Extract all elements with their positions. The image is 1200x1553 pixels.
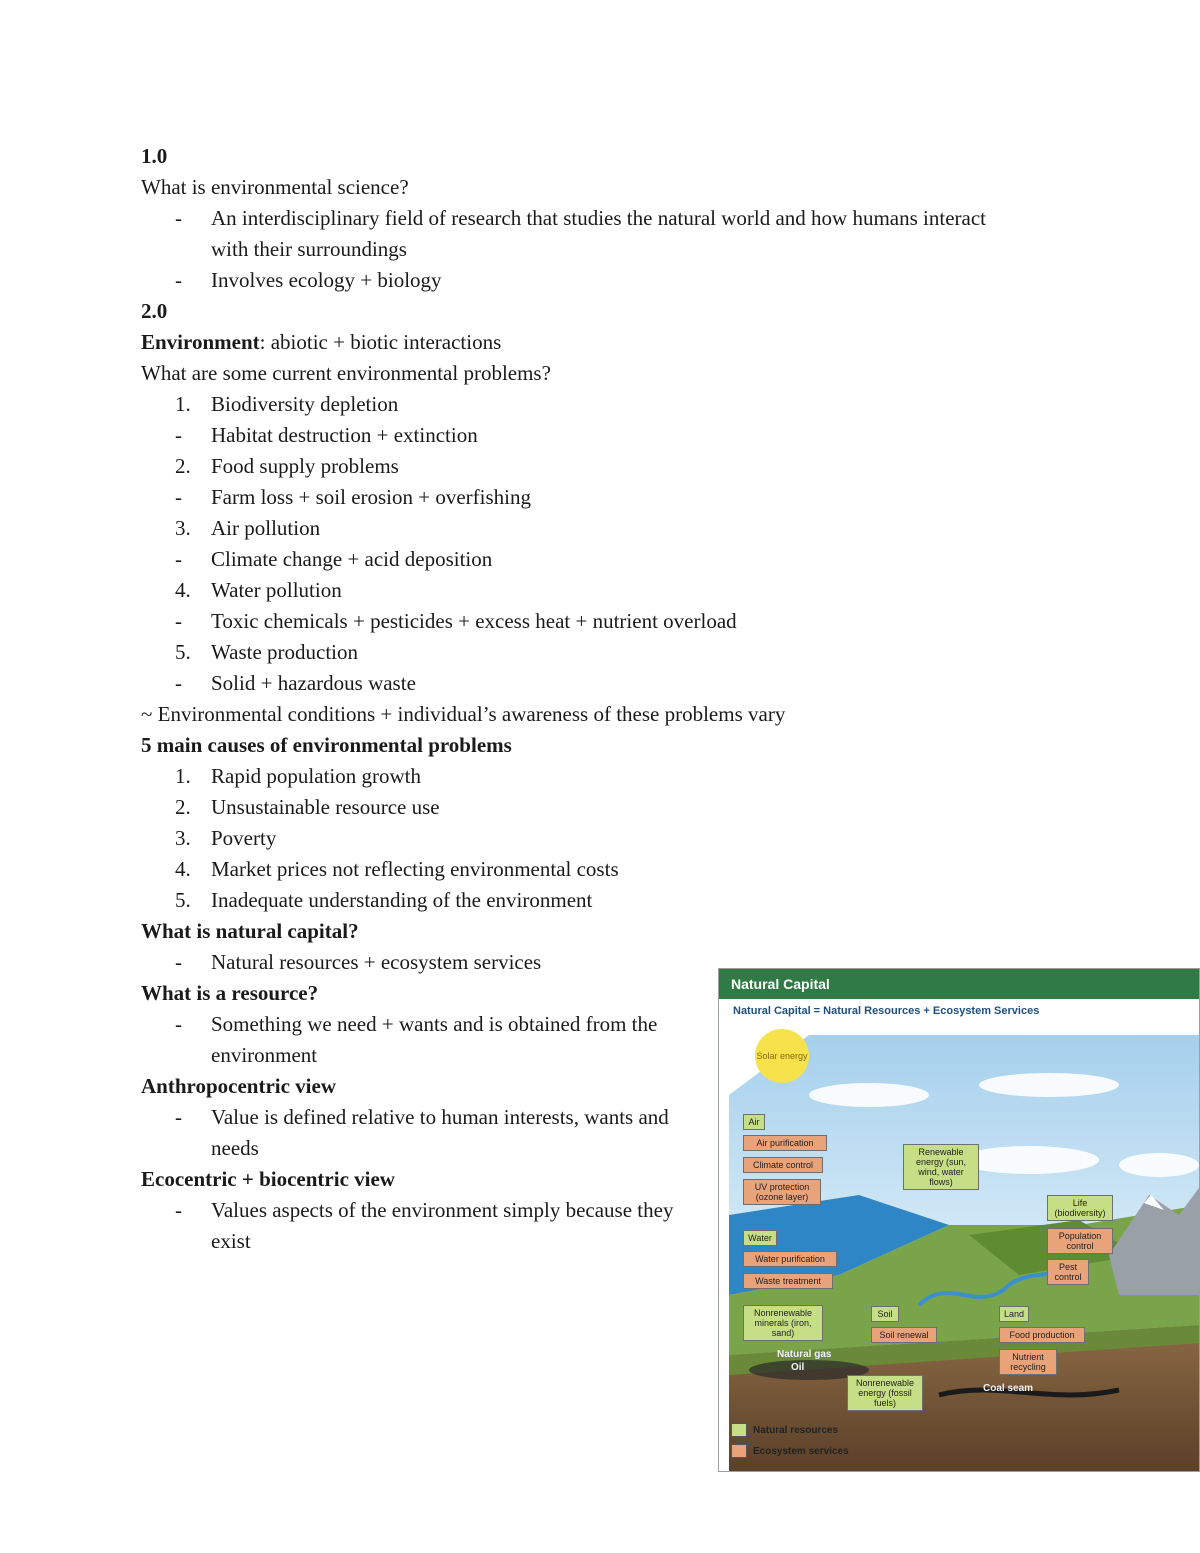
list-text: Food supply problems xyxy=(211,454,399,478)
question-environmental-science: What is environmental science? xyxy=(141,175,409,199)
label-nutrient-recycling: Nutrient recycling xyxy=(999,1349,1057,1375)
environment-term: Environment xyxy=(141,330,260,354)
list-item xyxy=(141,761,1021,792)
list-item xyxy=(141,854,1021,885)
environment-def-text: : abiotic + biotic interactions xyxy=(259,330,502,354)
label-water-purification: Water purification xyxy=(743,1251,837,1267)
bullet-text: An interdisciplinary field of research that studies the natural world and how humans interact with their surroundings xyxy=(211,206,987,261)
label-nonrenewable-energy: Nonrenewable energy (fossil fuels) xyxy=(847,1375,923,1411)
label-oil: Oil xyxy=(791,1362,805,1373)
list-item xyxy=(141,606,1021,637)
list-text: Toxic chemicals + pesticides + excess heat + nutrient overload xyxy=(211,609,737,633)
dash-marker: - xyxy=(175,206,182,230)
list-item xyxy=(141,637,1021,668)
dash-marker: - xyxy=(175,423,182,447)
list-item xyxy=(141,420,1021,451)
list-text: Something we need + wants and is obtained from the environment xyxy=(211,1012,658,1067)
label-coal-seam: Coal seam xyxy=(983,1383,1034,1394)
label-renewable-energy: Renewable energy (sun, wind, water flows) xyxy=(903,1144,979,1190)
figure-title: Natural Capital xyxy=(719,969,1199,999)
label-water: Water xyxy=(743,1230,777,1246)
sun-label: Solar energy xyxy=(756,1050,808,1061)
bullet-involves xyxy=(141,265,1021,296)
list-number: 5. xyxy=(175,888,191,912)
label-nonrenewable-minerals: Nonrenewable minerals (iron, sand) xyxy=(743,1305,823,1341)
list-item xyxy=(141,575,1021,606)
label-soil-renewal: Soil renewal xyxy=(871,1327,937,1343)
label-waste-treatment: Waste treatment xyxy=(743,1273,833,1289)
list-item xyxy=(141,451,1021,482)
section-1-number: 1.0 xyxy=(141,144,168,168)
list-number: 1. xyxy=(175,392,191,416)
list-text: Rapid population growth xyxy=(211,764,421,788)
label-food-production: Food production xyxy=(999,1327,1085,1343)
list-item xyxy=(141,544,1021,575)
label-pest-control: Pest control xyxy=(1047,1259,1089,1285)
list-item xyxy=(141,513,1021,544)
dash-marker: - xyxy=(175,609,182,633)
legend-label: Ecosystem services xyxy=(753,1445,849,1457)
list-text: Values aspects of the environment simply because they exist xyxy=(211,1198,674,1253)
list-item xyxy=(141,885,1021,916)
dash-marker: - xyxy=(175,1105,182,1129)
ecocentric-heading: Ecocentric + biocentric view xyxy=(141,1167,395,1191)
list-text: Solid + hazardous waste xyxy=(211,671,416,695)
resource-heading: What is a resource? xyxy=(141,981,319,1005)
label-air: Air xyxy=(743,1114,765,1130)
dash-marker: - xyxy=(175,485,182,509)
label-land: Land xyxy=(999,1306,1029,1322)
list-item xyxy=(141,389,1021,420)
dash-marker: - xyxy=(175,268,182,292)
list-number: 4. xyxy=(175,857,191,881)
causes-heading: 5 main causes of environmental problems xyxy=(141,733,512,757)
list-item xyxy=(141,668,1021,699)
question-problems: What are some current environmental problems? xyxy=(141,361,551,385)
figure-subtitle: Natural Capital = Natural Resources + Ecosystem Services xyxy=(733,1005,1040,1017)
list-text: Natural resources + ecosystem services xyxy=(211,950,542,974)
list-number: 1. xyxy=(175,764,191,788)
legend-swatch xyxy=(731,1444,747,1458)
list-number: 2. xyxy=(175,795,191,819)
label-air-purification: Air purification xyxy=(743,1135,827,1151)
list-text: Value is defined relative to human interests, wants and needs xyxy=(211,1105,669,1160)
landscape-illustration xyxy=(719,1025,1200,1472)
bullet-definition xyxy=(141,203,1021,265)
list-text: Climate change + acid deposition xyxy=(211,547,493,571)
list-text: Biodiversity depletion xyxy=(211,392,399,416)
label-uv-protection: UV protection (ozone layer) xyxy=(743,1179,821,1205)
list-text: Unsustainable resource use xyxy=(211,795,440,819)
legend-swatch xyxy=(731,1423,747,1437)
legend-ecosystem-services xyxy=(731,1444,849,1458)
dash-marker: - xyxy=(175,547,182,571)
list-text: Market prices not reflecting environmental costs xyxy=(211,857,619,881)
sun-icon xyxy=(755,1029,809,1083)
list-number: 2. xyxy=(175,454,191,478)
list-text: Waste production xyxy=(211,640,359,664)
list-number: 3. xyxy=(175,516,191,540)
natural-capital-figure xyxy=(718,968,1200,1472)
natural-capital-heading: What is natural capital? xyxy=(141,919,359,943)
list-text: Inadequate understanding of the environment xyxy=(211,888,593,912)
dash-marker: - xyxy=(175,1198,182,1222)
dash-marker: - xyxy=(175,1012,182,1036)
section-2-number: 2.0 xyxy=(141,299,168,323)
list-number: 3. xyxy=(175,826,191,850)
list-number: 4. xyxy=(175,578,191,602)
legend-label: Natural resources xyxy=(753,1424,839,1436)
list-item xyxy=(141,823,1021,854)
list-text: Poverty xyxy=(211,826,277,850)
dash-marker: - xyxy=(175,950,182,974)
awareness-note: ~ Environmental conditions + individual’s awareness of these problems vary xyxy=(141,702,786,726)
label-life: Life (biodiversity) xyxy=(1047,1195,1113,1221)
bullet-text: Involves ecology + biology xyxy=(211,268,442,292)
list-text: Air pollution xyxy=(211,516,321,540)
list-number: 5. xyxy=(175,640,191,664)
legend-natural-resources xyxy=(731,1423,838,1437)
list-text: Water pollution xyxy=(211,578,342,602)
label-population-control: Population control xyxy=(1047,1228,1113,1254)
label-soil: Soil xyxy=(871,1306,899,1322)
list-item xyxy=(141,792,1021,823)
label-natural-gas: Natural gas xyxy=(777,1349,832,1360)
anthropocentric-heading: Anthropocentric view xyxy=(141,1074,336,1098)
list-item xyxy=(141,482,1021,513)
environment-definition xyxy=(141,327,1021,358)
list-text: Habitat destruction + extinction xyxy=(211,423,478,447)
list-text: Farm loss + soil erosion + overfishing xyxy=(211,485,532,509)
dash-marker: - xyxy=(175,671,182,695)
label-climate-control: Climate control xyxy=(743,1157,823,1173)
